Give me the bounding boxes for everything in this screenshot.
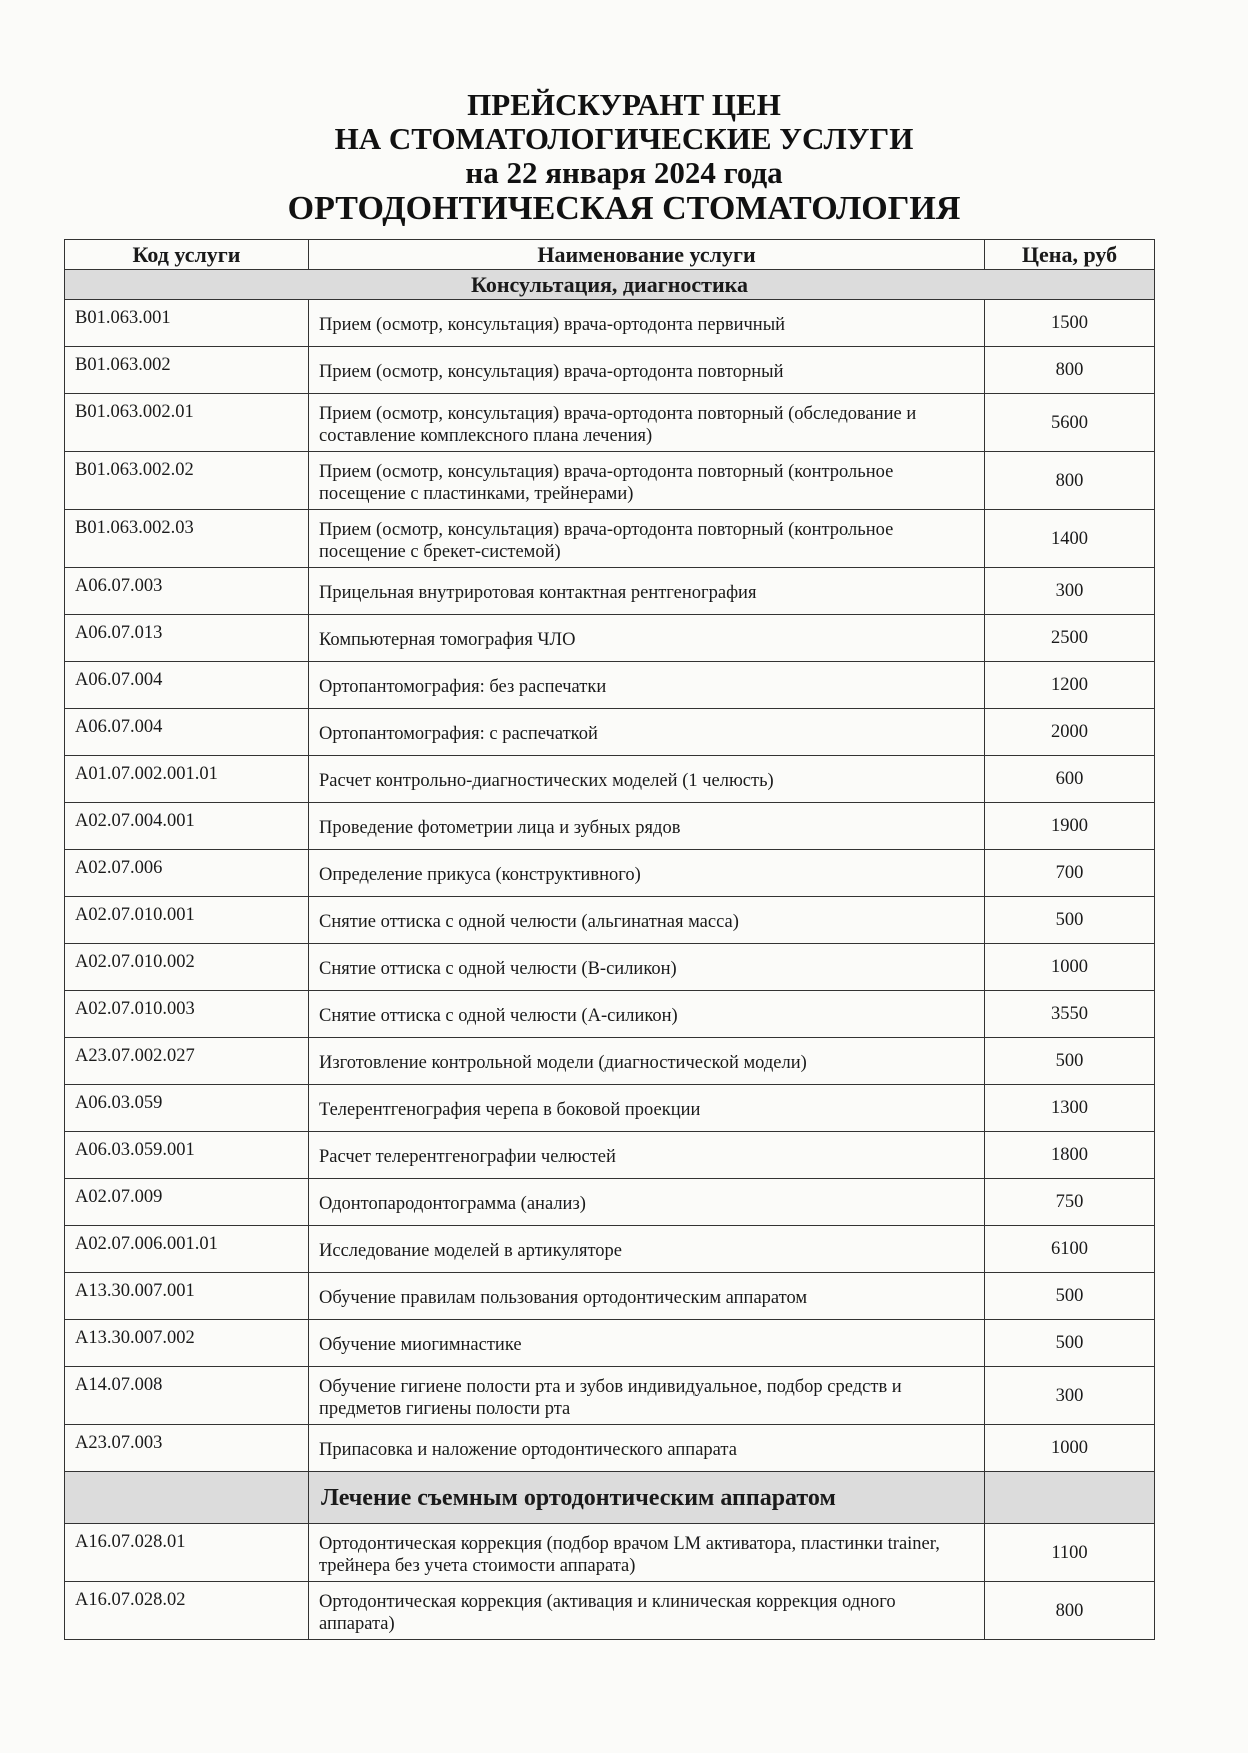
table-row (65, 991, 1155, 1038)
service-price-cell: 1800 (985, 1132, 1155, 1179)
service-code-cell: A13.30.007.001 (65, 1273, 309, 1320)
service-name-cell: Расчет контрольно-диагностических моделей (1 челюсть) (309, 756, 985, 803)
service-code-cell: A14.07.008 (65, 1367, 309, 1425)
page-header (60, 88, 1188, 228)
service-code-cell: A02.07.004.001 (65, 803, 309, 850)
table-row (65, 897, 1155, 944)
service-name-cell: Определение прикуса (конструктивного) (309, 850, 985, 897)
table-row (65, 347, 1155, 394)
service-code-cell: A06.03.059.001 (65, 1132, 309, 1179)
service-price-cell: 2000 (985, 709, 1155, 756)
service-name-cell: Прием (осмотр, консультация) врача-ортодонта повторный (контрольное посещение с брекет-системой) (309, 510, 985, 568)
table-row (65, 510, 1155, 568)
service-name-cell: Ортодонтическая коррекция (подбор врачом LM активатора, пластинки trainer, трейнера без учета стоимости аппарата) (309, 1524, 985, 1582)
service-name-cell: Телерентгенография черепа в боковой проекции (309, 1085, 985, 1132)
column-header-code: Код услуги (65, 240, 309, 270)
column-header-price: Цена, руб (985, 240, 1155, 270)
service-price-cell: 600 (985, 756, 1155, 803)
service-code-cell: A06.03.059 (65, 1085, 309, 1132)
service-price-cell: 800 (985, 452, 1155, 510)
service-price-cell: 6100 (985, 1226, 1155, 1273)
service-code-cell: A23.07.002.027 (65, 1038, 309, 1085)
service-name-cell: Снятие оттиска с одной челюсти (А-силикон) (309, 991, 985, 1038)
section-empty-cell (985, 1472, 1155, 1524)
service-code-cell: B01.063.001 (65, 300, 309, 347)
service-price-cell: 700 (985, 850, 1155, 897)
service-name-cell: Ортопантомография: без распечатки (309, 662, 985, 709)
service-price-cell: 800 (985, 347, 1155, 394)
service-name-cell: Одонтопародонтограмма (анализ) (309, 1179, 985, 1226)
doc-category: ОРТОДОНТИЧЕСКАЯ СТОМАТОЛОГИЯ (287, 190, 961, 227)
doc-title: ПРЕЙСКУРАНТ ЦЕН (467, 87, 781, 122)
table-row (65, 1038, 1155, 1085)
service-name-cell: Прием (осмотр, консультация) врача-ортодонта повторный (309, 347, 985, 394)
service-code-cell: B01.063.002.01 (65, 394, 309, 452)
table-row (65, 662, 1155, 709)
section-empty-cell (65, 1472, 309, 1524)
service-name-cell: Исследование моделей в артикуляторе (309, 1226, 985, 1273)
service-price-cell: 300 (985, 568, 1155, 615)
service-price-cell: 2500 (985, 615, 1155, 662)
table-header-row (65, 240, 1155, 270)
service-code-cell: A02.07.010.002 (65, 944, 309, 991)
service-name-cell: Проведение фотометрии лица и зубных рядов (309, 803, 985, 850)
column-header-name: Наименование услуги (309, 240, 985, 270)
service-price-cell: 5600 (985, 394, 1155, 452)
service-code-cell: A06.07.004 (65, 709, 309, 756)
service-code-cell: A02.07.010.001 (65, 897, 309, 944)
doc-date: на 22 января 2024 года (465, 155, 783, 190)
service-name-cell: Ортопантомография: с распечаткой (309, 709, 985, 756)
service-code-cell: A16.07.028.01 (65, 1524, 309, 1582)
table-row (65, 1367, 1155, 1425)
service-code-cell: A02.07.006.001.01 (65, 1226, 309, 1273)
table-row (65, 1132, 1155, 1179)
table-row (65, 850, 1155, 897)
service-price-cell: 500 (985, 1038, 1155, 1085)
service-price-cell: 750 (985, 1179, 1155, 1226)
table-row (65, 568, 1155, 615)
table-row (65, 709, 1155, 756)
table-row (65, 1320, 1155, 1367)
service-price-cell: 500 (985, 897, 1155, 944)
service-code-cell: B01.063.002 (65, 347, 309, 394)
service-price-cell: 1300 (985, 1085, 1155, 1132)
service-code-cell: A02.07.006 (65, 850, 309, 897)
table-row (65, 803, 1155, 850)
service-code-cell: A06.07.013 (65, 615, 309, 662)
table-row (65, 1273, 1155, 1320)
service-code-cell: A02.07.010.003 (65, 991, 309, 1038)
section-title: Консультация, диагностика (65, 270, 1155, 300)
service-price-cell: 1500 (985, 300, 1155, 347)
table-row (65, 1524, 1155, 1582)
service-price-cell: 300 (985, 1367, 1155, 1425)
service-price-cell: 1400 (985, 510, 1155, 568)
service-price-cell: 1000 (985, 1425, 1155, 1472)
table-row (65, 756, 1155, 803)
service-name-cell: Прицельная внутриротовая контактная рентгенография (309, 568, 985, 615)
service-name-cell: Компьютерная томография ЧЛО (309, 615, 985, 662)
section-header-row (65, 1472, 1155, 1524)
service-code-cell: A16.07.028.02 (65, 1582, 309, 1640)
service-code-cell: B01.063.002.02 (65, 452, 309, 510)
table-row (65, 615, 1155, 662)
service-name-cell: Обучение миогимнастике (309, 1320, 985, 1367)
service-code-cell: A01.07.002.001.01 (65, 756, 309, 803)
service-price-cell: 3550 (985, 991, 1155, 1038)
service-name-cell: Прием (осмотр, консультация) врача-ортодонта первичный (309, 300, 985, 347)
service-code-cell: A06.07.004 (65, 662, 309, 709)
doc-subtitle: НА СТОМАТОЛОГИЧЕСКИЕ УСЛУГИ (334, 121, 914, 156)
service-price-cell: 500 (985, 1273, 1155, 1320)
service-name-cell: Припасовка и наложение ортодонтического аппарата (309, 1425, 985, 1472)
table-row (65, 1582, 1155, 1640)
service-name-cell: Расчет телерентгенографии челюстей (309, 1132, 985, 1179)
service-code-cell: A06.07.003 (65, 568, 309, 615)
table-row (65, 1425, 1155, 1472)
service-price-cell: 1200 (985, 662, 1155, 709)
price-table (64, 239, 1155, 1640)
service-code-cell: A23.07.003 (65, 1425, 309, 1472)
service-name-cell: Прием (осмотр, консультация) врача-ортодонта повторный (контрольное посещение с пластинками, трейнерами) (309, 452, 985, 510)
service-name-cell: Снятие оттиска с одной челюсти (В-силикон) (309, 944, 985, 991)
service-code-cell: A02.07.009 (65, 1179, 309, 1226)
service-name-cell: Прием (осмотр, консультация) врача-ортодонта повторный (обследование и составление комплексного плана лечения) (309, 394, 985, 452)
service-price-cell: 800 (985, 1582, 1155, 1640)
service-name-cell: Обучение гигиене полости рта и зубов индивидуальное, подбор средств и предметов гигиены полости рта (309, 1367, 985, 1425)
service-price-cell: 500 (985, 1320, 1155, 1367)
table-row (65, 944, 1155, 991)
table-row (65, 1179, 1155, 1226)
section-header-row (65, 270, 1155, 300)
service-name-cell: Изготовление контрольной модели (диагностической модели) (309, 1038, 985, 1085)
service-name-cell: Снятие оттиска с одной челюсти (альгинатная масса) (309, 897, 985, 944)
table-row (65, 452, 1155, 510)
service-code-cell: B01.063.002.03 (65, 510, 309, 568)
service-price-cell: 1000 (985, 944, 1155, 991)
section-title: Лечение съемным ортодонтическим аппаратом (309, 1472, 985, 1524)
service-code-cell: A13.30.007.002 (65, 1320, 309, 1367)
service-name-cell: Обучение правилам пользования ортодонтическим аппаратом (309, 1273, 985, 1320)
service-price-cell: 1900 (985, 803, 1155, 850)
table-row (65, 1226, 1155, 1273)
service-name-cell: Ортодонтическая коррекция (активация и клиническая коррекция одного аппарата) (309, 1582, 985, 1640)
table-row (65, 300, 1155, 347)
table-row (65, 1085, 1155, 1132)
service-price-cell: 1100 (985, 1524, 1155, 1582)
table-row (65, 394, 1155, 452)
